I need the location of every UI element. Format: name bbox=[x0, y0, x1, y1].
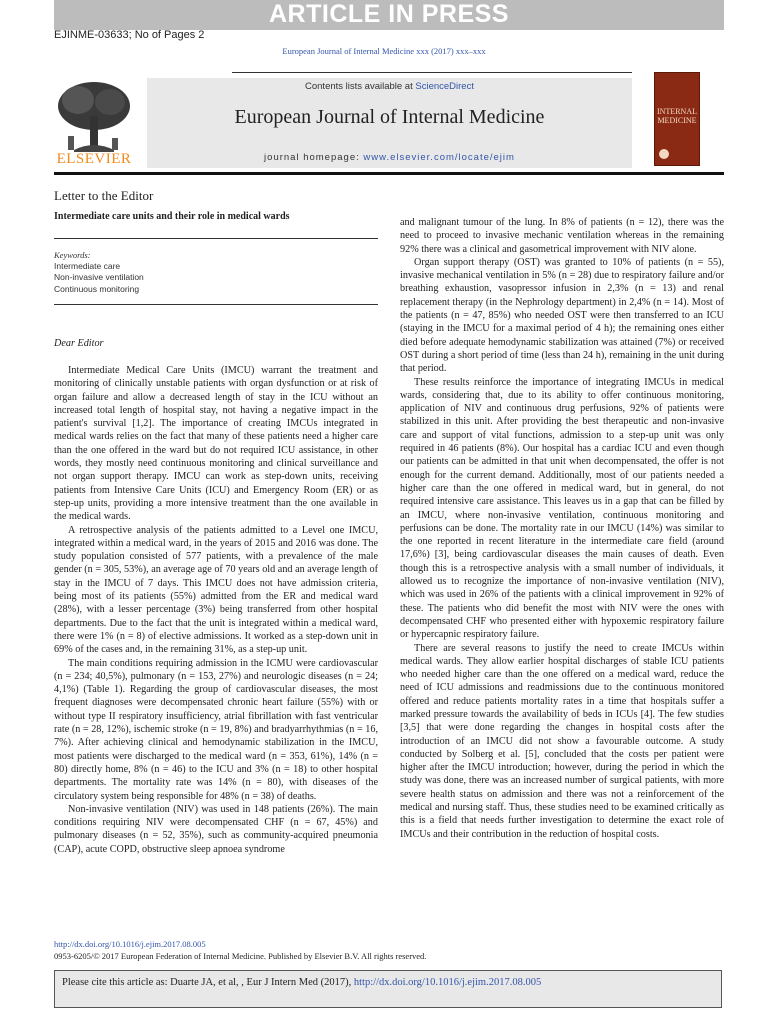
doi-link[interactable]: http://dx.doi.org/10.1016/j.ejim.2017.08.005 bbox=[54, 939, 206, 949]
keyword-item: Non-invasive ventilation bbox=[54, 272, 144, 283]
publisher-name: ELSEVIER bbox=[56, 151, 132, 167]
header-thick-rule bbox=[54, 172, 724, 175]
keyword-item: Intermediate care bbox=[54, 261, 121, 272]
homepage-prefix: journal homepage: bbox=[264, 152, 364, 163]
copyright-line: 0953-6205/© 2017 European Federation of Internal Medicine. Published by Elsevier B.V. All rights reserved. bbox=[54, 951, 427, 961]
journal-cover-image bbox=[654, 72, 700, 166]
citation-text bbox=[62, 977, 541, 988]
body-paragraph: Intermediate Medical Care Units (IMCU) warrant the treatment and monitoring of clinically unstable patients with organ dysfunction or at risk of organ failure and allow a decreased length of stay in the ICU without an increased total length of hospital stay, not having a negative impact in the patient's survival [1,2]. The importance of creating IMCUs integrated in medical wards relies on the fact that many of these patients need a higher care than the one offered in the ward but do not required ICU assistance, in other words, they mostly need continuous monitoring and clinical surveillance and not organ support therapy. IMCU can work as step-down units, receiving patients from Intensive Care Units (ICU) and Emergency Room (ER) or as step-up units, providing a more intensive treatment than the one available in the medical wards. bbox=[54, 365, 378, 523]
keywords-heading: Keywords: bbox=[54, 250, 91, 260]
keywords-bottom-rule bbox=[54, 304, 378, 305]
body-paragraph: These results reinforce the importance of integrating IMCUs in medical wards, considering that, due to its ability to offer continuous monitoring, application of NIV and continuous drug perfusions, 92% of patients were stabilized in this unit. After providing the best therapeutic and non-invasive care and support of vital functions, admission to a step-up unit was only required in 46 patients (8%). Our hospital has a cardiac ICU and even though our patients can be admitted in that unit when decompensated, the offer is not enough for the current demand. Additionally, most of our patients needed a higher care than the one offered in medical ward, but in general, do not required intensive care assistance. This leaves us in a gap that can be filled by an IMCU, where non-invasive ventilation, continuous monitoring and perfusions can be done. The mortality rate in our IMCU (14%) was similar to the one reported in recent literature in the intermediate care field (around 17,6%) [3], being cardiovascular diseases the main causes of death. Even though this is a retrospective analysis with a small number of individuals, it allowed us to recognize the importance of non-invasive ventilation (NIV), which was used in 26% of the patients with a clinical improvement in 92% of these. The patients who did benefit the most with NIV were the ones with decompensated CHF who presented either with hypoxemic respiratory failure or hypercapnic respiratory failure. bbox=[400, 376, 724, 641]
body-paragraph: Organ support therapy (OST) was granted to 10% of patients (n = 55), invasive mechanical ventilation in 5% (n = 28) due to respiratory failure and/or breathing exhaustion, vasopressor infusion in 2,3% (n = 13) and renal replacement therapy (in the Nephrology department) in 2,4% (n = 14). Most of the patients (n = 47, 85%) who needed OST were then transferred to an ICU (staying in the IMCU for a maximal period of 4 h); the remaining ones either died before adequate hemodynamic stabilization was attained (7%) or received OST during a short period of time (less than 24 h), remaining in the unit during that period. bbox=[400, 256, 724, 375]
article-title: Intermediate care units and their role in medical wards bbox=[54, 211, 290, 222]
journal-homepage bbox=[147, 152, 632, 163]
article-type: Letter to the Editor bbox=[54, 188, 154, 203]
keyword-item: Continuous monitoring bbox=[54, 283, 140, 294]
citation-doi-link[interactable]: http://dx.doi.org/10.1016/j.ejim.2017.08.005 bbox=[353, 977, 542, 988]
keywords-block bbox=[54, 250, 144, 295]
contents-prefix: Contents lists available at bbox=[305, 81, 416, 92]
cover-title: INTERNAL MEDICINE bbox=[657, 107, 697, 125]
journal-citation-line[interactable]: European Journal of Internal Medicine xxx (2017) xxx–xxx bbox=[282, 46, 486, 56]
article-id: EJINME-03633; No of Pages 2 bbox=[54, 29, 205, 41]
body-paragraph: Non-invasive ventilation (NIV) was used in 148 patients (26%). The main conditions requiring NIV were decompensated CHF (n = 67, 45%) and pulmonary diseases (n = 52, 35%), such as community-acquired pneumonia (CAP), acute COPD, obstructive sleep apnoea syndrome bbox=[54, 803, 378, 855]
cover-logo-icon bbox=[659, 149, 669, 159]
article-in-press-banner: ARTICLE IN PRESS bbox=[54, 0, 724, 30]
sciencedirect-link[interactable]: ScienceDirect bbox=[415, 81, 474, 92]
body-paragraph: There are several reasons to justify the need to create IMCUs within medical wards. They allow earlier hospital discharges of stable ICU patients who needed higher care than the one offered on a medical ward, reduce the need of ICU admissions and readmissions due to the continuous monitored offered and reduce patients mortality rates in a time that hospitals suffer a marked pressure towards the availability of beds in ICUs [4]. The few studies [3,5] that were done regarding the changes in hospital costs after the introduction of an IMCU did not show a favourable outcome. A study conducted by Solberg et al. [5], concluded that the costs per patient were higher after the IMCU introduction; however, during the period in which the study was done, there was an increased number of surgical patients, with more severe health status on admission and there was not a reinforcement of the medical and nursing staff. Thus, these studies need to be examined critically as this is a field that needs further investigation to determine the exact role of IMCUs and their contribution in the reduction of hospital costs. bbox=[400, 642, 724, 840]
body-column-right bbox=[400, 216, 724, 841]
body-paragraph: A retrospective analysis of the patients admitted to a Level one IMCU, integrated within a medical ward, in the years of 2015 and 2016 was done. The study population consisted of 577 patients, with a prevalence of the male gender (n = 305, 53%), an average age of 70 years old and an average length of stay in the IMCU of 7 days. This IMCU does not have admission criteria, being most of its patients (55%) admitted from the ER and medical ward (28%), with a lesser percentage (3%) being transferred from other hospital departments. Due to the fact that the unit is integrated within a medical ward, there were 1% (n = 8) of elective admissions. It worked as a step-down unit in 69% of the cases and, in the remaining 31%, as a step-up unit. bbox=[54, 524, 378, 656]
header-rule bbox=[232, 72, 632, 73]
body-column-left bbox=[54, 364, 378, 856]
homepage-link[interactable]: www.elsevier.com/locate/ejim bbox=[363, 152, 515, 163]
citation-prefix: Please cite this article as: Duarte JA, et al, , Eur J Intern Med (2017), bbox=[62, 977, 354, 988]
keywords-top-rule bbox=[54, 238, 378, 239]
contents-line bbox=[147, 81, 632, 92]
body-paragraph: The main conditions requiring admission in the ICMU were cardiovascular (n = 234; 40,5%), pulmonary (n = 153, 27%) and neurologic diseases (n = 24; 4,1%) (Table 1). Regarding the group of cardiovascular diseases, the most frequent diagnoses were decompensated chronic heart failure (55%) with or without type II respiratory insufficiency, atrial fibrillation with fast ventricular rate (n = 28, 12%), ischemic stroke (n = 19, 8%) and bradyarrhythmias (n = 16, 7%). After achieving clinical and hemodynamic stabilization in the IMCU, most patients were discharged to the medical ward (n = 353, 61%), 14% (n = 80) directly home, 8% (n = 46) to the ICU and 3% (n = 18) to other hospital departments. The mortality rate was 14% (n = 80), with diseases of the circulatory system being responsible for 48% (n = 38) of deaths. bbox=[54, 657, 378, 802]
body-paragraph: and malignant tumour of the lung. In 8% of patients (n = 12), there was the need to proceed to invasive mechanic ventilation whereas in the remaining 92% there was a clinical and gasometrical improvement with NIV alone. bbox=[400, 217, 724, 255]
citation-box bbox=[54, 970, 722, 1008]
journal-title: European Journal of Internal Medicine bbox=[234, 106, 545, 128]
salutation: Dear Editor bbox=[54, 338, 104, 349]
